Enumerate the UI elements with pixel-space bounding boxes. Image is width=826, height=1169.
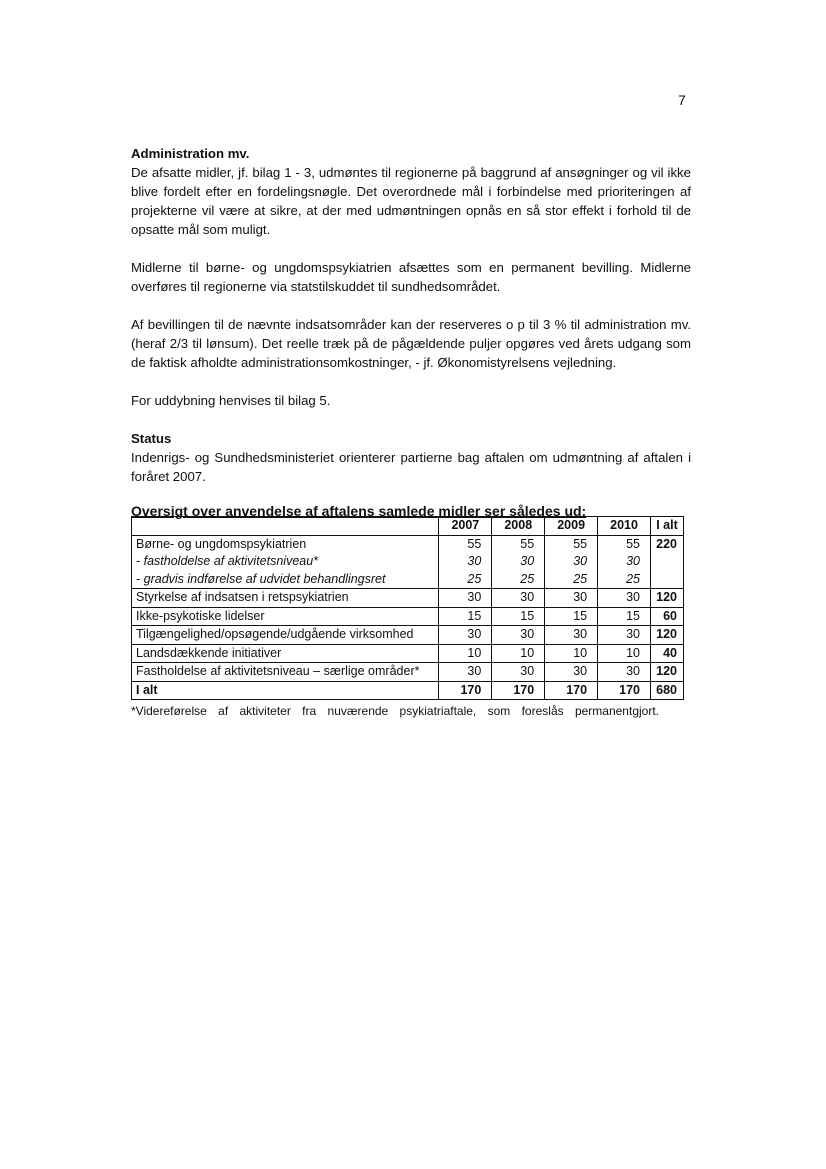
table-cell-value: 25 <box>545 571 598 589</box>
paragraph-status-1: Indenrigs- og Sundhedsministeriet orienterer partierne bag aftalen om udmøntning af aftalen i foråret 2007. <box>131 450 691 484</box>
table-row-label: I alt <box>132 681 439 700</box>
table-cell-value: 25 <box>492 571 545 589</box>
page-number: 7 <box>678 92 686 108</box>
table-cell-value: 55 <box>439 535 492 553</box>
table-cell-value: 30 <box>545 626 598 645</box>
table-row <box>132 626 684 645</box>
table-cell-value: 10 <box>439 644 492 663</box>
table-row <box>132 553 684 571</box>
table-header-cell: 2007 <box>439 517 492 536</box>
table-cell-total: 60 <box>650 607 683 626</box>
paragraph-administration-4: For uddybning henvises til bilag 5. <box>131 393 331 408</box>
table-cell-value: 30 <box>598 553 651 571</box>
table-cell-value: 170 <box>545 681 598 700</box>
table-row <box>132 589 684 608</box>
table-cell-value: 170 <box>492 681 545 700</box>
table-footnote: *Videreførelse af aktiviteter fra nuværende psykiatriaftale, som foreslås permanentgjort. <box>131 704 659 718</box>
table-cell-value: 30 <box>545 589 598 608</box>
table-row <box>132 607 684 626</box>
section-heading-administration: Administration mv. <box>131 146 250 161</box>
paragraph-administration-3: Af bevillingen til de nævnte indsatsområder kan der reserveres o p til 3 % til administration mv. (heraf 2/3 til lønsum). Det reelle træk på de pågældende puljer opgøres ved årets udgang som de faktisk afholdte administrationsomkostninger, - jf. Økonomistyrelsens vejledning. <box>131 317 691 370</box>
table-cell-value: 10 <box>545 644 598 663</box>
document-body <box>131 144 691 721</box>
table-cell-value: 55 <box>545 535 598 553</box>
table-cell-value: 30 <box>598 589 651 608</box>
table-cell-value: 15 <box>439 607 492 626</box>
table-cell-value: 25 <box>439 571 492 589</box>
table-row-label: Styrkelse af indsatsen i retspsykiatrien <box>132 589 439 608</box>
table-cell-value: 55 <box>492 535 545 553</box>
table-cell-total: 680 <box>650 681 683 700</box>
table-row-label: Børne- og ungdomspsykiatrien <box>132 535 439 553</box>
table-cell-value: 30 <box>439 553 492 571</box>
section-heading-status: Status <box>131 431 172 446</box>
table-cell-total: 120 <box>650 626 683 645</box>
table-cell-value: 10 <box>598 644 651 663</box>
table-row-label: Landsdækkende initiativer <box>132 644 439 663</box>
table-cell-value: 30 <box>492 589 545 608</box>
table-cell-value: 30 <box>598 663 651 682</box>
table-cell-value: 30 <box>598 626 651 645</box>
table-row <box>132 663 684 682</box>
table-header-cell: I alt <box>650 517 683 536</box>
paragraph-administration-2: Midlerne til børne- og ungdomspsykiatrien afsættes som en permanent bevilling. Midlerne overføres til regionerne via statstilskuddet til sundhedsområdet. <box>131 260 691 294</box>
table-row-label: Ikke-psykotiske lidelser <box>132 607 439 626</box>
table-cell-value: 15 <box>545 607 598 626</box>
table-header-cell <box>132 517 439 536</box>
table-cell-value: 30 <box>545 663 598 682</box>
table-cell-total: 40 <box>650 644 683 663</box>
table-row <box>132 535 684 553</box>
table-header-cell: 2010 <box>598 517 651 536</box>
table-row-label: Fastholdelse af aktivitetsniveau – særlige områder* <box>132 663 439 682</box>
table-cell-value: 30 <box>439 626 492 645</box>
table-total-row <box>132 681 684 700</box>
table-row-label: - gradvis indførelse af udvidet behandlingsret <box>132 571 439 589</box>
table-cell-value: 25 <box>598 571 651 589</box>
funding-overview-table <box>131 516 684 700</box>
table-title: Oversigt over anvendelse af aftalens samlede midler ser således ud: <box>131 503 587 519</box>
table-cell-value: 30 <box>439 589 492 608</box>
table-row <box>132 644 684 663</box>
paragraph-administration-1: De afsatte midler, jf. bilag 1 - 3, udmøntes til regionerne på baggrund af ansøgninger og vil ikke blive fordelt efter en fordelingsnøgle. Det overordnede mål i forbindelse med prioriteringen af projekterne vil være at sikre, at der med udmøntningen opnås en så stor effekt i forhold til de opsatte mål som muligt. <box>131 165 691 237</box>
table-cell-value: 15 <box>492 607 545 626</box>
table-row <box>132 571 684 589</box>
table-cell-total: 220 <box>650 535 683 553</box>
table-cell-value: 30 <box>492 626 545 645</box>
table-cell-value: 30 <box>492 553 545 571</box>
table-cell-value: 170 <box>598 681 651 700</box>
table-cell-total <box>650 553 683 571</box>
table-cell-value: 30 <box>439 663 492 682</box>
table-header-row <box>132 517 684 536</box>
table-cell-total: 120 <box>650 589 683 608</box>
table-row-label: - fastholdelse af aktivitetsniveau* <box>132 553 439 571</box>
table-cell-value: 30 <box>545 553 598 571</box>
table-cell-value: 30 <box>492 663 545 682</box>
table-cell-total: 120 <box>650 663 683 682</box>
table-cell-value: 170 <box>439 681 492 700</box>
table-row-label: Tilgængelighed/opsøgende/udgående virksomhed <box>132 626 439 645</box>
table-header-cell: 2008 <box>492 517 545 536</box>
table-cell-value: 10 <box>492 644 545 663</box>
table-cell-total <box>650 571 683 589</box>
table-header-cell: 2009 <box>545 517 598 536</box>
table-cell-value: 55 <box>598 535 651 553</box>
table-cell-value: 15 <box>598 607 651 626</box>
